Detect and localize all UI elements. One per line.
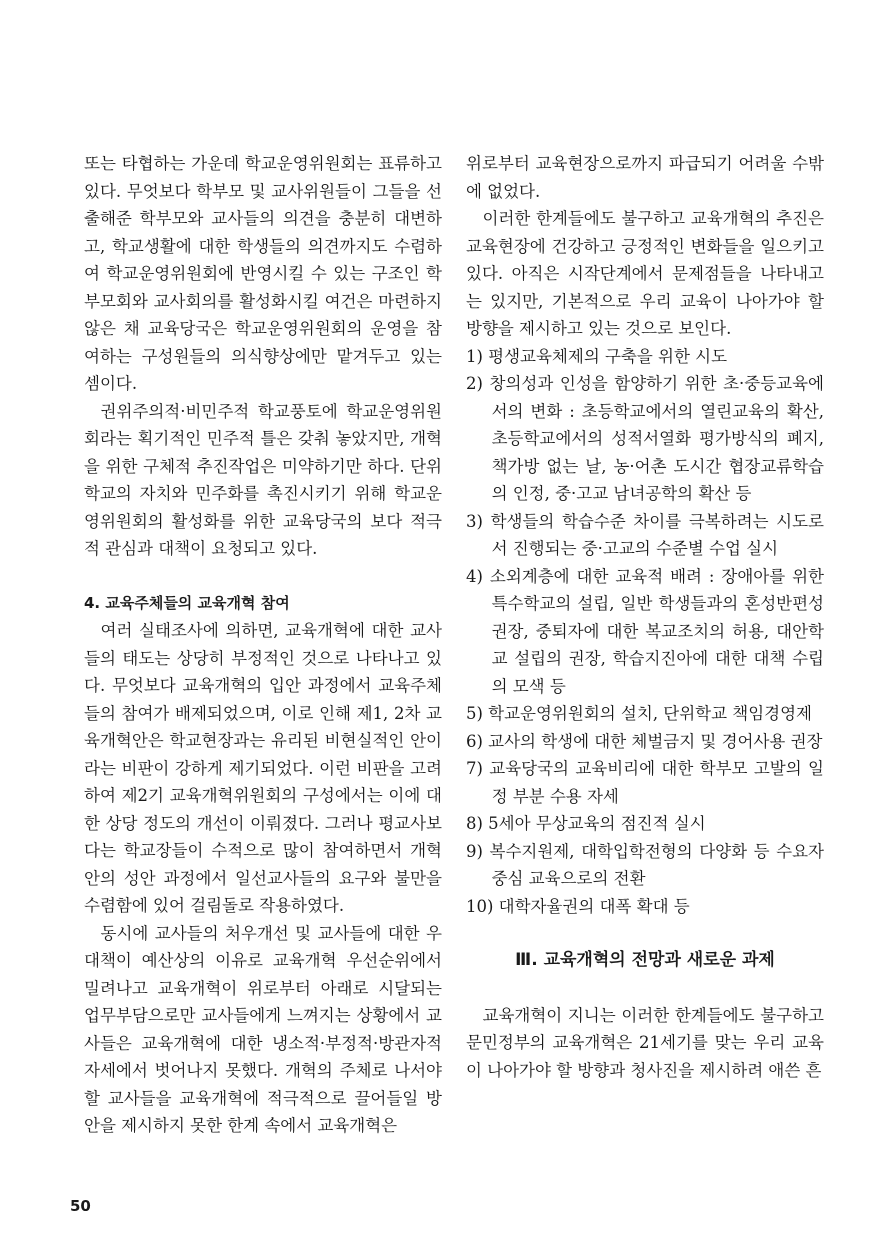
body-paragraph: 여러 실태조사에 의하면, 교육개혁에 대한 교사들의 태도는 상당히 부정적인 것으로 나타나고 있다. 무엇보다 교육개혁의 입안 과정에서 교육주체들의 참여가 배제되었으며, 이로 인해 제1, 2차 교육개혁안은 학교현장과는 유리된 비현실적인 안이라는 비판이 강하게 제기되었다. 이런 비판을 고려하여 제2기 교육개혁위원회의 구성에서는 이에 대한 상당 정도의 개선이 이뤄졌다. 그러나 평교사보다는 학교장들이 수적으로 많이 참여하면서 개혁안의 성안 과정에서 일선교사들의 요구와 불만을 수렴함에 있어 걸림돌로 작용하였다. [84,621,442,915]
body-paragraph: 교육개혁이 지니는 이러한 한계들에도 불구하고 문민정부의 교육개혁은 21세기를 맞는 우리 교육이 나아가야 할 방향과 청사진을 제시하려 애쓴 흔 [466,1005,824,1080]
list-item: 6) 교사의 학생에 대한 체벌금지 및 경어사용 권장 [466,731,823,751]
page-number: 50 [70,1197,91,1215]
body-paragraph: 또는 타협하는 가운데 학교운영위원회는 표류하고 있다. 무엇보다 학부모 및 교사위원들이 그들을 선출해준 학부모와 교사들의 의견을 충분히 대변하고, 학교생활에 대한 학생들의 의견까지도 수렴하여 학교운영위원회에 반영시킬 수 있는 구조인 학부모회와 교사회의를 활성화시킬 여건은 마련하지 않은 채 교육당국은 학교운영위원회의 운영을 참여하는 구성원들의 의식향상에만 맡겨두고 있는 셈이다. [84,154,442,393]
spacer [84,563,442,590]
list-item: 9) 복수지원제, 대학입학전형의 다양화 등 수요자 중심 교육으로의 전환 [466,841,824,888]
section-heading: Ⅲ. 교육개혁의 전망과 새로운 과제 [515,950,775,970]
body-paragraph: 권위주의적·비민주적 학교풍토에 학교운영위원회라는 획기적인 민주적 틀은 갖춰 놓았지만, 개혁을 위한 구체적 추진작업은 미약하기만 하다. 단위학교의 자치와 민주화를 촉진시키기 위해 학교운영위원회의 활성화를 위한 교육당국의 보다 적극적 관심과 대책이 요청되고 있다. [84,401,442,558]
list-item: 1) 평생교육체제의 구축을 위한 시도 [466,346,728,366]
body-paragraph: 이러한 한계들에도 불구하고 교육개혁의 추진은 교육현장에 건강하고 긍정적인 변화들을 일으키고 있다. 아직은 시작단계에서 문제점들을 나타내고는 있지만, 기본적으로 우리 교육이 나아가야 할 방향을 제시하고 있는 것으로 보인다. [466,209,824,338]
right-column [466,150,824,1084]
spacer [466,975,824,1002]
list-item: 7) 교육당국의 교육비리에 대한 학부모 고발의 일정 부분 수용 자세 [466,759,824,806]
list-item: 4) 소외계층에 대한 교육적 배려 : 장애아를 위한 특수학교의 설립, 일반 학생들과의 혼성반편성 권장, 중퇴자에 대한 복교조치의 허용, 대안학교 설립의 권장, 학습지진아에 대한 대책 수립의 모색 등 [466,566,824,696]
list-item: 2) 창의성과 인성을 함양하기 위한 초·중등교육에서의 변화 : 초등학교에서의 열린교육의 확산, 초등학교에서의 성적서열화 평가방식의 폐지, 책가방 없는 날, 농·어촌 도시간 협장교류학습의 인정, 중·고교 남녀공학의 확산 등 [466,374,824,503]
subsection-heading: 4. 교육주체들의 교육개혁 참여 [84,593,290,612]
body-paragraph: 위로부터 교육현장으로까지 파급되기 어려울 수밖에 없었다. [466,154,824,201]
body-paragraph: 동시에 교사들의 처우개선 및 교사들에 대한 우대책이 예산상의 이유로 교육개혁 우선순위에서 밀려나고 교육개혁이 위로부터 아래로 시달되는 업무부담으로만 교사들에게 느껴지는 상황에서 교사들은 교육개혁에 대한 냉소적·부정적·방관자적 자세에서 벗어나지 못했다. 개혁의 주체로 나서야 할 교사들을 교육개혁에 적극적으로 끌어들일 방안을 제시하지 못한 한계 속에서 교육개혁은 [84,923,442,1135]
list-item: 8) 5세아 무상교육의 점진적 실시 [466,814,706,833]
list-item: 5) 학교운영위원회의 설치, 단위학교 책임경영제 [466,704,813,723]
list-item: 3) 학생들의 학습수준 차이를 극복하려는 시도로서 진행되는 중·고교의 수준별 수업 실시 [466,511,824,558]
list-item: 10) 대학자율권의 대폭 확대 등 [466,896,690,916]
reform-list [466,343,824,921]
spacer [466,920,824,947]
left-column [84,150,442,1140]
